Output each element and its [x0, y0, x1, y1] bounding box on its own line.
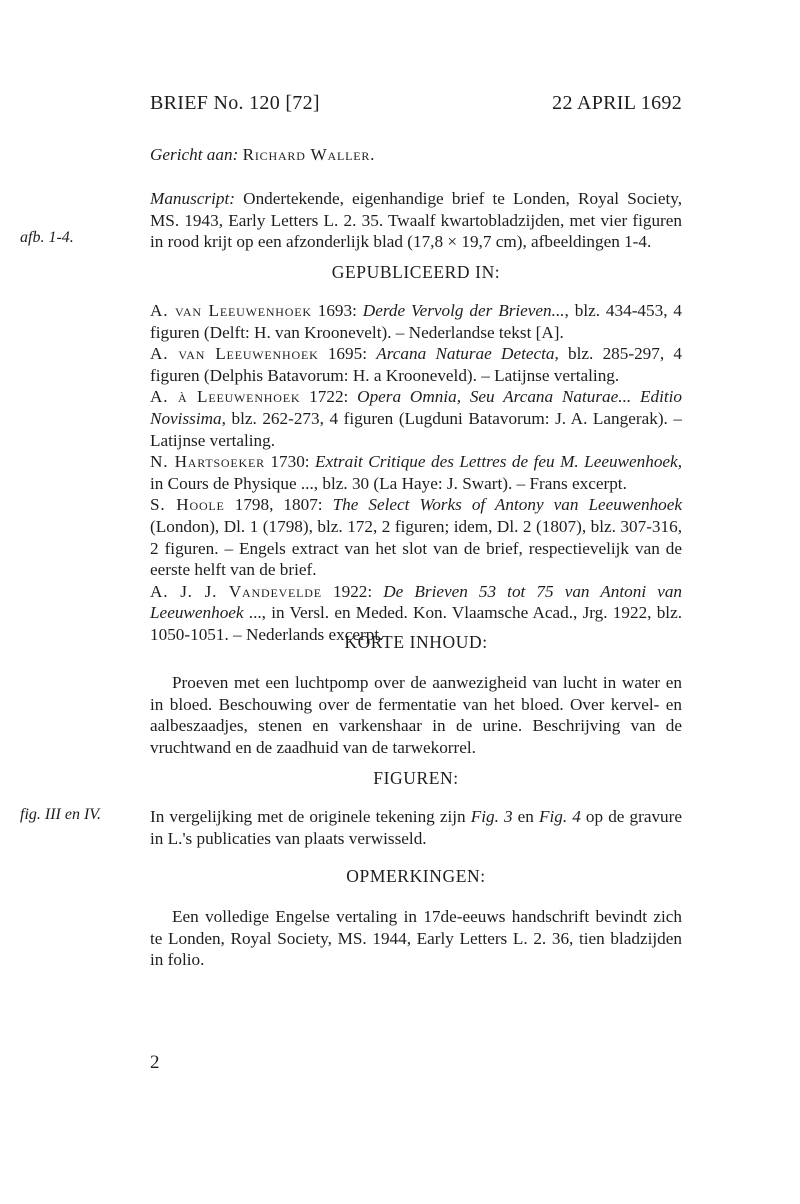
bib-year: 1693: — [317, 301, 357, 320]
bib-title: Arcana Naturae Detecta — [376, 344, 555, 364]
bib-entry — [150, 386, 682, 451]
margin-note-afb: afb. 1-4. — [20, 229, 74, 246]
heading-korte-inhoud: KORTE INHOUD: — [344, 632, 488, 652]
bib-details: , blz. 262-273, 4 figuren (Lugduni Batavorum: J. A. Langerak). – Latijnse vertaling. — [150, 408, 682, 450]
manuscript-text: Ondertekende, eigenhandige brief te Londen, Royal Society, MS. 1943, Early Letters L. 2. 35. Twaalf kwartobladzijden, met vier figuren in rood krijt op een afzonderlijk blad (17,8 × 19,7 cm), afbeeldingen 1-4. — [150, 189, 682, 252]
heading-opmerkingen: OPMERKINGEN: — [346, 866, 486, 886]
figure-ref-4: Fig. 4 — [538, 807, 581, 826]
bib-author: A. van Leeuwenhoek — [150, 344, 319, 364]
addressee-label: Gericht aan: — [150, 145, 239, 164]
bib-year: 1922: — [333, 581, 373, 601]
header-date: 22 APRIL 1692 — [552, 92, 682, 114]
bibliography-list — [150, 300, 682, 646]
bib-details: , blz. 285-297, 4 figuren (Delphis Batavorum: H. a Krooneveld). – Latijnse vertaling. — [150, 344, 683, 385]
bib-author: A. van Leeuwenhoek — [150, 301, 312, 320]
figure-ref-3: Fig. 3 — [470, 807, 513, 826]
bib-year: 1798, 1807: — [234, 495, 323, 515]
bib-title: De Brieven 53 tot 75 van Antoni van Leeuwenhoek — [150, 581, 683, 623]
bib-entry — [150, 300, 682, 343]
summary-paragraph — [150, 672, 682, 758]
heading-figuren: FIGUREN: — [373, 768, 459, 788]
figures-text-b: en — [512, 807, 539, 826]
bib-year: 1722: — [309, 387, 349, 407]
summary-text: Proeven met een luchtpomp over de aanwezigheid van lucht in water en in bloed. Beschouwing over de fermentatie van het bloed. Over kervel- en aalbeszaadjes, stenen en varkenshaar in de urine. Beschrijving van de vruchtwand en de zaadhuid van de tarwekorrel. — [150, 673, 682, 757]
remarks-text: Een volledige Engelse vertaling in 17de-eeuws handschrift bevindt zich te Londen, Royal Society, MS. 1944, Early Letters L. 2. 36, tien bladzijden in folio. — [150, 907, 682, 970]
bib-details: (London), Dl. 1 (1798), blz. 172, 2 figuren; idem, Dl. 2 (1807), blz. 307-316, 2 figuren. – Engels extract van het slot van de brief, respectievelijk van de eerste helft van de brief. — [150, 516, 682, 580]
remarks-paragraph — [150, 906, 682, 971]
header-letter-number: BRIEF No. 120 [72] — [150, 92, 320, 114]
addressee-name: Richard Waller. — [242, 145, 376, 164]
margin-note-fig: fig. III en IV. — [20, 806, 102, 823]
bib-details: , in Cours de Physique ..., blz. 30 (La Haye: J. Swart). – Frans excerpt. — [150, 452, 682, 493]
bib-author: S. Hoole — [150, 495, 225, 515]
bib-year: 1730: — [270, 452, 310, 472]
heading-gepubliceerd: GEPUBLICEERD IN: — [331, 262, 501, 282]
bib-title: The Select Works of Antony van Leeuwenhoek — [332, 495, 683, 515]
page-number: 2 — [150, 1052, 160, 1073]
bib-details: ..., in Versl. en Meded. Kon. Vlaamsche Acad., Jrg. 1922, blz. 1050-1051. – Nederlands excerpt. — [150, 603, 682, 644]
figures-paragraph — [150, 806, 682, 849]
addressee-line — [150, 144, 682, 166]
bib-entry — [150, 451, 682, 494]
bib-year: 1695: — [327, 344, 367, 364]
bib-author: A. à Leeuwenhoek — [150, 387, 301, 407]
figures-text-a: In vergelijking met de originele tekening zijn — [150, 807, 471, 826]
bib-entry — [150, 343, 682, 386]
bib-author: A. J. J. Vandevelde — [150, 581, 322, 601]
bib-author: N. Hartsoeker — [150, 452, 265, 472]
bib-title: Opera Omnia, Seu Arcana Naturae... Editio Novissima — [150, 387, 683, 428]
running-header — [150, 92, 682, 115]
manuscript-paragraph — [150, 188, 682, 253]
bib-entry — [150, 494, 682, 580]
bib-title: Extrait Critique des Lettres de feu M. Leeuwenhoek — [315, 452, 678, 472]
bib-title: Derde Vervolg der Brieven... — [362, 301, 565, 320]
figures-text-c: op de gravure in L.'s publicaties van plaats verwisseld. — [150, 807, 683, 848]
manuscript-label: Manuscript: — [150, 189, 235, 208]
bib-details: , blz. 434-453, 4 figuren (Delft: H. van Kroonevelt). – Nederlandse tekst [A]. — [150, 301, 683, 342]
